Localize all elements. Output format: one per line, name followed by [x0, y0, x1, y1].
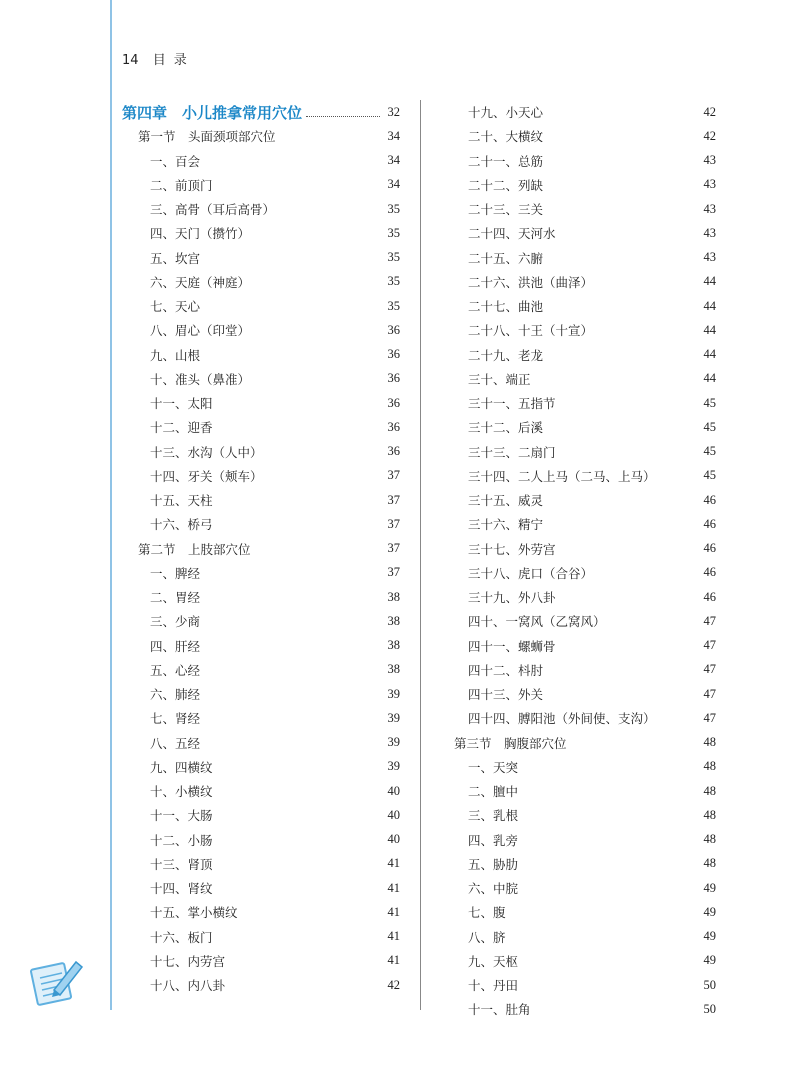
toc-page-number: 46 [703, 492, 716, 507]
toc-page-number: 48 [703, 735, 716, 750]
toc-section[interactable] [122, 537, 400, 561]
toc-page-number: 47 [703, 613, 716, 628]
toc-entry-label: 十三、肾顶 [150, 856, 213, 872]
toc-page-number: 46 [703, 516, 716, 531]
toc-item[interactable] [122, 149, 400, 173]
toc-item[interactable] [454, 367, 716, 391]
toc-page-number: 35 [387, 250, 400, 265]
toc-item[interactable] [454, 294, 716, 318]
toc-item[interactable] [454, 512, 716, 536]
toc-entry-label: 三十一、五指节 [468, 396, 556, 412]
toc-item[interactable] [122, 440, 400, 464]
toc-item[interactable] [122, 294, 400, 318]
toc-entry-label: 十二、迎香 [150, 420, 213, 436]
notebook-pencil-icon [30, 952, 86, 1008]
toc-item[interactable] [454, 318, 716, 342]
page-title: 目录 [152, 53, 195, 68]
toc-page-number: 48 [703, 759, 716, 774]
toc-entry-label: 四十三、外关 [468, 687, 544, 703]
toc-item[interactable] [454, 585, 716, 609]
toc-page-number: 38 [387, 613, 400, 628]
toc-chapter[interactable] [122, 100, 400, 124]
toc-entry-label: 三十九、外八卦 [468, 590, 556, 606]
toc-entry-label: 二、前顶门 [150, 177, 213, 193]
toc-item[interactable] [122, 609, 400, 633]
toc-entry-label: 第一节 头面颈项部穴位 [138, 129, 276, 145]
toc-entry-label: 一、天突 [468, 759, 519, 775]
toc-entry-label: 十六、板门 [150, 929, 213, 945]
toc-entry-label: 六、肺经 [150, 687, 201, 703]
toc-entry-label: 七、肾经 [150, 711, 201, 727]
toc-entry-label: 一、百会 [150, 153, 201, 169]
toc-entry-label: 三十、端正 [468, 371, 531, 387]
toc-item[interactable] [122, 391, 400, 415]
toc-page-number: 35 [387, 274, 400, 289]
toc-page-number: 50 [703, 1001, 716, 1016]
toc-item[interactable] [454, 561, 716, 585]
toc-page-number: 41 [387, 953, 400, 968]
toc-section[interactable] [122, 124, 400, 148]
toc-entry-label: 八、脐 [468, 929, 506, 945]
toc-item[interactable] [454, 197, 716, 221]
toc-entry-label: 三、高骨（耳后高骨） [150, 202, 276, 218]
toc-page-number: 47 [703, 710, 716, 725]
toc-item[interactable] [122, 270, 400, 294]
toc-page-number: 35 [387, 298, 400, 313]
toc-item[interactable] [454, 634, 716, 658]
toc-page-number: 34 [387, 153, 400, 168]
toc-entry-label: 八、五经 [150, 735, 201, 751]
toc-entry-label: 四十一、螺蛳骨 [468, 638, 556, 654]
toc-item[interactable] [122, 852, 400, 876]
toc-page-number: 37 [387, 492, 400, 507]
toc-page-number: 40 [387, 783, 400, 798]
toc-item[interactable] [122, 731, 400, 755]
toc-item[interactable] [454, 682, 716, 706]
toc-item[interactable] [122, 634, 400, 658]
toc-item[interactable] [122, 706, 400, 730]
toc-entry-label: 四十四、膊阳池（外间使、支沟） [468, 711, 656, 727]
toc-page-number: 38 [387, 589, 400, 604]
toc-entry-label: 九、四横纹 [150, 759, 213, 775]
toc-entry-label: 十五、掌小横纹 [150, 905, 238, 921]
toc-entry-label: 二十五、六腑 [468, 250, 544, 266]
toc-page-number: 44 [703, 347, 716, 362]
toc-entry-label: 二、胃经 [150, 590, 201, 606]
toc-page-number: 41 [387, 856, 400, 871]
toc-page-number: 39 [387, 735, 400, 750]
toc-item[interactable] [122, 512, 400, 536]
toc-page-number: 49 [703, 904, 716, 919]
toc-item[interactable] [454, 755, 716, 779]
toc-page-number: 47 [703, 662, 716, 677]
toc-entry-label: 十三、水沟（人中） [150, 444, 263, 460]
toc-item[interactable] [454, 440, 716, 464]
toc-item[interactable] [454, 828, 716, 852]
toc-entry-label: 七、腹 [468, 905, 506, 921]
toc-item[interactable] [122, 585, 400, 609]
toc-page-number: 32 [387, 104, 400, 119]
toc-entry-label: 十四、牙关（颊车） [150, 468, 263, 484]
toc-item[interactable] [122, 561, 400, 585]
toc-section[interactable] [454, 731, 716, 755]
toc-page-number: 36 [387, 395, 400, 410]
toc-entry-label: 二十二、列缺 [468, 177, 544, 193]
toc-page-number: 49 [703, 929, 716, 944]
toc-entry-label: 十五、天柱 [150, 493, 213, 509]
toc-entry-label: 十二、小肠 [150, 832, 213, 848]
toc-item[interactable] [122, 415, 400, 439]
toc-entry-label: 三十七、外劳宫 [468, 541, 556, 557]
toc-entry-label: 五、胁肋 [468, 856, 519, 872]
toc-page-number: 40 [387, 832, 400, 847]
toc-entry-label: 第三节 胸腹部穴位 [454, 735, 567, 751]
toc-page-number: 42 [387, 977, 400, 992]
toc-entry-label: 第四章 小儿推拿常用穴位 [122, 103, 303, 122]
toc-page-number: 36 [387, 371, 400, 386]
toc-page-number: 40 [387, 807, 400, 822]
toc-page-number: 48 [703, 807, 716, 822]
toc-page-number: 48 [703, 783, 716, 798]
toc-entry-label: 五、坎宫 [150, 250, 201, 266]
toc-page-number: 48 [703, 856, 716, 871]
toc-entry-label: 八、眉心（印堂） [150, 323, 251, 339]
toc-item[interactable] [122, 973, 400, 997]
toc-entry-label: 第二节 上肢部穴位 [138, 541, 251, 557]
toc-entry-label: 九、天枢 [468, 953, 519, 969]
toc-item[interactable] [122, 367, 400, 391]
toc-right-column [454, 100, 716, 1022]
toc-entry-label: 二、膻中 [468, 784, 519, 800]
toc-page-number: 35 [387, 201, 400, 216]
margin-rule [110, 0, 112, 1010]
page-number: 14 [122, 53, 139, 68]
toc-item[interactable] [454, 779, 716, 803]
toc-item[interactable] [122, 682, 400, 706]
toc-page-number: 45 [703, 444, 716, 459]
toc-entry-label: 三十三、二扇门 [468, 444, 556, 460]
toc-entry-label: 二十四、天河水 [468, 226, 556, 242]
toc-entry-label: 四十、一窝风（乙窝风） [468, 614, 606, 630]
toc-entry-label: 十一、肚角 [468, 1002, 531, 1018]
page-header [122, 49, 195, 68]
toc-entry-label: 三十四、二人上马（二马、上马） [468, 468, 656, 484]
toc-page-number: 43 [703, 225, 716, 240]
toc-entry-label: 九、山根 [150, 347, 201, 363]
toc-entry-label: 一、脾经 [150, 565, 201, 581]
toc-page-number: 37 [387, 468, 400, 483]
toc-item[interactable] [454, 391, 716, 415]
toc-item[interactable] [454, 658, 716, 682]
toc-page-number: 43 [703, 250, 716, 265]
toc-entry-label: 十九、小天心 [468, 105, 544, 121]
toc-item[interactable] [454, 949, 716, 973]
toc-page-number: 41 [387, 904, 400, 919]
toc-page-number: 38 [387, 638, 400, 653]
toc-entry-label: 三十二、后溪 [468, 420, 544, 436]
toc-entry-label: 六、中脘 [468, 881, 519, 897]
toc-page-number: 44 [703, 371, 716, 386]
toc-item[interactable] [454, 876, 716, 900]
toc-item[interactable] [122, 488, 400, 512]
toc-item[interactable] [454, 124, 716, 148]
toc-page-number: 36 [387, 347, 400, 362]
toc-item[interactable] [122, 173, 400, 197]
toc-page-number: 48 [703, 832, 716, 847]
toc-page-number: 34 [387, 128, 400, 143]
toc-entry-label: 十六、桥弓 [150, 517, 213, 533]
toc-item[interactable] [122, 925, 400, 949]
toc-page-number: 35 [387, 225, 400, 240]
toc-item[interactable] [454, 415, 716, 439]
toc-entry-label: 二十三、三关 [468, 202, 544, 218]
toc-page-number: 44 [703, 298, 716, 313]
toc-item[interactable] [454, 173, 716, 197]
toc-item[interactable] [122, 343, 400, 367]
toc-item[interactable] [454, 270, 716, 294]
toc-item[interactable] [454, 925, 716, 949]
toc-entry-label: 三十八、虎口（合谷） [468, 565, 594, 581]
toc-page-number: 36 [387, 419, 400, 434]
toc-item[interactable] [454, 706, 716, 730]
toc-entry-label: 十、丹田 [468, 978, 519, 994]
toc-page-number: 36 [387, 322, 400, 337]
toc-page-number: 39 [387, 759, 400, 774]
toc-item[interactable] [454, 343, 716, 367]
toc-item[interactable] [454, 100, 716, 124]
toc-page-number: 46 [703, 589, 716, 604]
toc-entry-label: 二十八、十王（十宣） [468, 323, 594, 339]
toc-item[interactable] [122, 755, 400, 779]
toc-entry-label: 十一、太阳 [150, 396, 213, 412]
toc-page-number: 45 [703, 395, 716, 410]
toc-page-number: 39 [387, 710, 400, 725]
toc-page-number: 37 [387, 516, 400, 531]
toc-page-number: 49 [703, 953, 716, 968]
toc-item[interactable] [122, 658, 400, 682]
toc-item[interactable] [454, 973, 716, 997]
toc-item[interactable] [122, 828, 400, 852]
toc-entry-label: 三、少商 [150, 614, 201, 630]
toc-item[interactable] [122, 876, 400, 900]
toc-page-number: 39 [387, 686, 400, 701]
toc-entry-label: 四十二、枓肘 [468, 662, 544, 678]
toc-entry-label: 二十七、曲池 [468, 299, 544, 315]
toc-page-number: 38 [387, 662, 400, 677]
toc-item[interactable] [122, 246, 400, 270]
toc-entry-label: 三十六、精宁 [468, 517, 544, 533]
toc-page-number: 45 [703, 419, 716, 434]
toc-item[interactable] [454, 488, 716, 512]
toc-page-number: 46 [703, 541, 716, 556]
toc-item[interactable] [454, 537, 716, 561]
toc-left-column [122, 100, 400, 997]
toc-entry-label: 六、天庭（神庭） [150, 274, 251, 290]
toc-item[interactable] [454, 246, 716, 270]
toc-entry-label: 三十五、威灵 [468, 493, 544, 509]
toc-entry-label: 十四、肾纹 [150, 881, 213, 897]
toc-page-number: 43 [703, 177, 716, 192]
column-divider [420, 100, 421, 1010]
toc-page-number: 50 [703, 977, 716, 992]
toc-item[interactable] [122, 318, 400, 342]
toc-entry-label: 四、乳旁 [468, 832, 519, 848]
toc-page-number: 43 [703, 201, 716, 216]
toc-entry-label: 十、准头（鼻准） [150, 371, 251, 387]
toc-entry-label: 五、心经 [150, 662, 201, 678]
toc-item[interactable] [454, 900, 716, 924]
toc-page-number: 42 [703, 128, 716, 143]
toc-page-number: 37 [387, 541, 400, 556]
toc-entry-label: 四、天门（攒竹） [150, 226, 251, 242]
toc-page-number: 46 [703, 565, 716, 580]
toc-item[interactable] [122, 197, 400, 221]
toc-page-number: 49 [703, 880, 716, 895]
toc-page-number: 43 [703, 153, 716, 168]
toc-entry-label: 二十九、老龙 [468, 347, 544, 363]
toc-page-number: 37 [387, 565, 400, 580]
toc-entry-label: 二十一、总筋 [468, 153, 544, 169]
toc-item[interactable] [454, 221, 716, 245]
toc-page-number: 36 [387, 444, 400, 459]
toc-page-number: 41 [387, 929, 400, 944]
toc-entry-label: 十八、内八卦 [150, 978, 226, 994]
toc-page-number: 41 [387, 880, 400, 895]
toc-item[interactable] [122, 949, 400, 973]
toc-page-number: 34 [387, 177, 400, 192]
toc-entry-label: 二十六、洪池（曲泽） [468, 274, 594, 290]
toc-page-number: 44 [703, 274, 716, 289]
toc-entry-label: 十七、内劳宫 [150, 953, 226, 969]
toc-item[interactable] [122, 464, 400, 488]
toc-item[interactable] [454, 852, 716, 876]
toc-entry-label: 十一、大肠 [150, 808, 213, 824]
toc-page-number: 45 [703, 468, 716, 483]
toc-entry-label: 四、肝经 [150, 638, 201, 654]
toc-page-number: 47 [703, 686, 716, 701]
toc-item[interactable] [454, 803, 716, 827]
toc-item[interactable] [454, 149, 716, 173]
toc-page-number: 44 [703, 322, 716, 337]
toc-entry-label: 七、天心 [150, 299, 201, 315]
toc-item[interactable] [454, 464, 716, 488]
toc-entry-label: 二十、大横纹 [468, 129, 544, 145]
toc-item[interactable] [454, 609, 716, 633]
toc-item[interactable] [122, 803, 400, 827]
toc-item[interactable] [122, 221, 400, 245]
toc-page-number: 42 [703, 104, 716, 119]
toc-item[interactable] [122, 779, 400, 803]
toc-item[interactable] [454, 997, 716, 1021]
dot-leader [306, 106, 379, 117]
toc-entry-label: 十、小横纹 [150, 784, 213, 800]
toc-page-number: 47 [703, 638, 716, 653]
toc-entry-label: 三、乳根 [468, 808, 519, 824]
toc-item[interactable] [122, 900, 400, 924]
